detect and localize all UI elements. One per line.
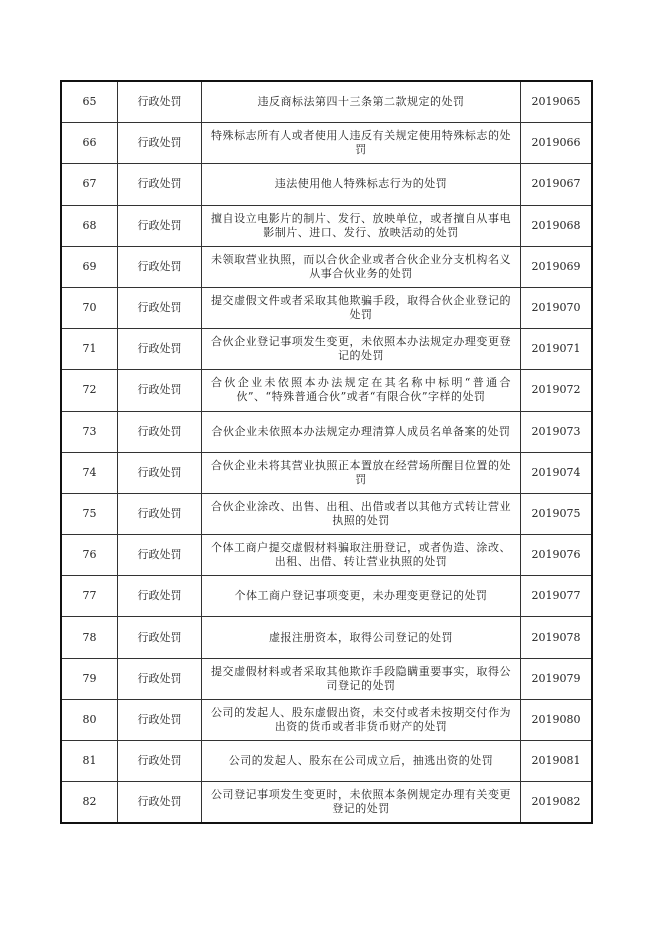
- table-row: [61, 617, 592, 658]
- row-number: 76: [61, 535, 118, 576]
- table-row: [61, 123, 592, 164]
- penalty-item-text: 合伙企业未将其营业执照正本置放在经营场所醒目位置的处罚: [211, 458, 511, 486]
- penalty-item-text: 公司的发起人、股东在公司成立后，抽逃出资的处罚: [228, 754, 494, 768]
- row-number: 77: [61, 576, 118, 617]
- table-row: [61, 699, 592, 740]
- row-number: 80: [61, 699, 118, 740]
- penalty-code: 2019067: [521, 164, 593, 205]
- penalty-item-text: 违反商标法第四十三条第二款规定的处罚: [257, 95, 465, 109]
- penalty-type: 行政处罚: [118, 246, 202, 287]
- penalty-type: 行政处罚: [118, 535, 202, 576]
- penalty-type: 行政处罚: [118, 782, 202, 824]
- penalty-type: 行政处罚: [118, 411, 202, 452]
- penalty-type: 行政处罚: [118, 699, 202, 740]
- penalty-item: [202, 164, 521, 205]
- penalty-item-text: 未领取营业执照，而以合伙企业或者合伙企业分支机构名义从事合伙业务的处罚: [211, 252, 511, 280]
- row-number: 78: [61, 617, 118, 658]
- table-row: [61, 329, 592, 370]
- penalty-item: [202, 576, 521, 617]
- penalty-item-text: 合伙企业未依照本办法规定在其名称中标明“普通合伙”、“特殊普通合伙”或者“有限合伙”字样的处罚: [211, 376, 511, 404]
- row-number: 68: [61, 205, 118, 246]
- penalty-code: 2019071: [521, 329, 593, 370]
- penalty-item: [202, 205, 521, 246]
- row-number: 65: [61, 81, 118, 123]
- penalty-type: 行政处罚: [118, 329, 202, 370]
- row-number: 66: [61, 123, 118, 164]
- penalty-type: 行政处罚: [118, 81, 202, 123]
- penalty-item: [202, 81, 521, 123]
- row-number: 73: [61, 411, 118, 452]
- penalty-type: 行政处罚: [118, 205, 202, 246]
- penalty-item: [202, 123, 521, 164]
- penalty-type: 行政处罚: [118, 658, 202, 699]
- penalty-code: 2019076: [521, 535, 593, 576]
- row-number: 70: [61, 287, 118, 328]
- table-row: [61, 287, 592, 328]
- table-row: [61, 576, 592, 617]
- table-row: [61, 411, 592, 452]
- table-row: [61, 535, 592, 576]
- penalty-item: [202, 329, 521, 370]
- penalty-item-text: 合伙企业未依照本办法规定办理清算人成员名单备案的处罚: [211, 424, 511, 438]
- penalty-code: 2019072: [521, 370, 593, 411]
- penalty-item: [202, 452, 521, 493]
- penalty-item: [202, 535, 521, 576]
- penalty-table: [60, 80, 593, 824]
- penalty-code: 2019068: [521, 205, 593, 246]
- row-number: 82: [61, 782, 118, 824]
- penalty-type: 行政处罚: [118, 123, 202, 164]
- penalty-item: [202, 493, 521, 534]
- penalty-type: 行政处罚: [118, 452, 202, 493]
- penalty-item-text: 合伙企业涂改、出售、出租、出借或者以其他方式转让营业执照的处罚: [211, 499, 511, 527]
- penalty-item-text: 虚报注册资本，取得公司登记的处罚: [269, 630, 453, 644]
- row-number: 69: [61, 246, 118, 287]
- penalty-code: 2019080: [521, 699, 593, 740]
- penalty-item: [202, 741, 521, 782]
- table-row: [61, 164, 592, 205]
- penalty-code: 2019069: [521, 246, 593, 287]
- table-row: [61, 205, 592, 246]
- penalty-item-text: 个体工商户提交虚假材料骗取注册登记，或者伪造、涂改、出租、出借、转让营业执照的处罚: [211, 541, 511, 569]
- row-number: 67: [61, 164, 118, 205]
- penalty-type: 行政处罚: [118, 741, 202, 782]
- penalty-item-text: 公司的发起人、股东虚假出资，未交付或者未按期交付作为出资的货币或者非货币财产的处罚: [211, 705, 511, 733]
- penalty-type: 行政处罚: [118, 164, 202, 205]
- penalty-code: 2019074: [521, 452, 593, 493]
- penalty-item: [202, 658, 521, 699]
- table-row: [61, 246, 592, 287]
- row-number: 75: [61, 493, 118, 534]
- penalty-code: 2019079: [521, 658, 593, 699]
- penalty-item: [202, 370, 521, 411]
- penalty-item: [202, 411, 521, 452]
- row-number: 72: [61, 370, 118, 411]
- row-number: 79: [61, 658, 118, 699]
- row-number: 71: [61, 329, 118, 370]
- row-number: 81: [61, 741, 118, 782]
- penalty-item-text: 特殊标志所有人或者使用人违反有关规定使用特殊标志的处罚: [211, 129, 511, 157]
- penalty-code: 2019073: [521, 411, 593, 452]
- penalty-item-text: 擅自设立电影片的制片、发行、放映单位，或者擅自从事电影制片、进口、发行、放映活动的处罚: [211, 211, 511, 239]
- penalty-type: 行政处罚: [118, 287, 202, 328]
- penalty-item: [202, 782, 521, 824]
- penalty-item-text: 违法使用他人特殊标志行为的处罚: [274, 177, 448, 191]
- penalty-item: [202, 246, 521, 287]
- table-row: [61, 782, 592, 824]
- row-number: 74: [61, 452, 118, 493]
- penalty-code: 2019081: [521, 741, 593, 782]
- penalty-item-text: 个体工商户登记事项变更，未办理变更登记的处罚: [234, 589, 488, 603]
- penalty-code: 2019065: [521, 81, 593, 123]
- penalty-code: 2019070: [521, 287, 593, 328]
- penalty-code: 2019082: [521, 782, 593, 824]
- table-row: [61, 658, 592, 699]
- penalty-code: 2019077: [521, 576, 593, 617]
- penalty-type: 行政处罚: [118, 617, 202, 658]
- penalty-item-text: 提交虚假材料或者采取其他欺诈手段隐瞒重要事实，取得公司登记的处罚: [211, 664, 511, 692]
- table-row: [61, 370, 592, 411]
- penalty-type: 行政处罚: [118, 370, 202, 411]
- penalty-type: 行政处罚: [118, 576, 202, 617]
- penalty-code: 2019075: [521, 493, 593, 534]
- table-row: [61, 81, 592, 123]
- penalty-item: [202, 699, 521, 740]
- table-body: [61, 81, 592, 823]
- table-row: [61, 741, 592, 782]
- penalty-type: 行政处罚: [118, 493, 202, 534]
- penalty-code: 2019066: [521, 123, 593, 164]
- penalty-item: [202, 287, 521, 328]
- penalty-item-text: 提交虚假文件或者采取其他欺骗手段，取得合伙企业登记的处罚: [211, 294, 511, 322]
- penalty-item-text: 合伙企业登记事项发生变更，未依照本办法规定办理变更登记的处罚: [211, 335, 511, 363]
- table-row: [61, 493, 592, 534]
- penalty-item: [202, 617, 521, 658]
- table-row: [61, 452, 592, 493]
- penalty-code: 2019078: [521, 617, 593, 658]
- penalty-item-text: 公司登记事项发生变更时，未依照本条例规定办理有关变更登记的处罚: [211, 788, 511, 816]
